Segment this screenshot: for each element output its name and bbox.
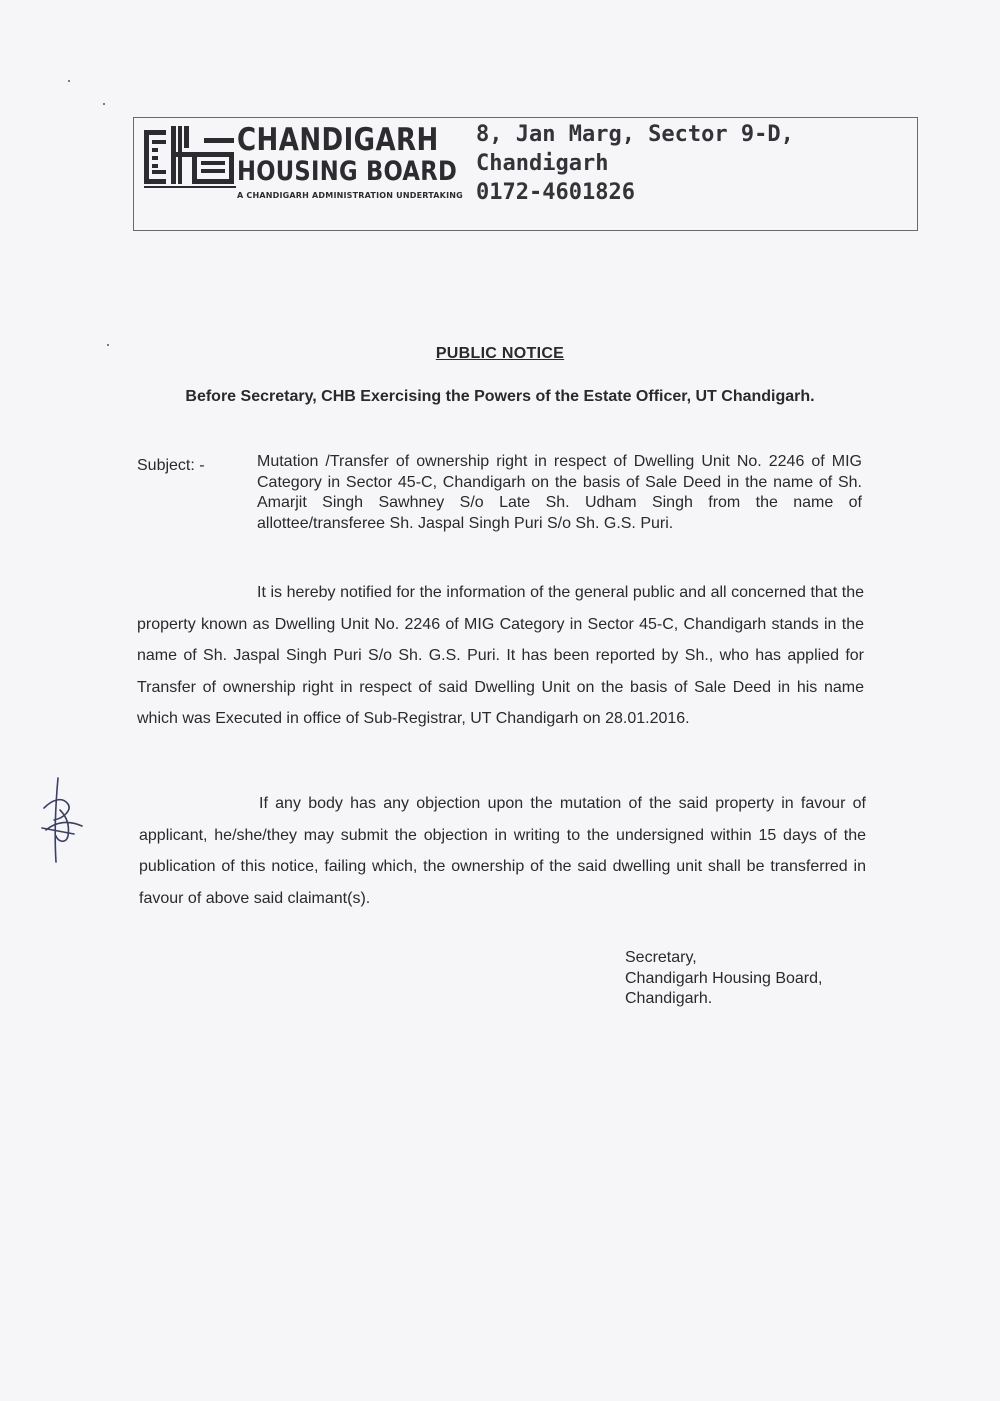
scan-speck — [103, 103, 105, 105]
subject-label: Subject: - — [137, 457, 205, 474]
paragraph-2-text: If any body has any objection upon the mutation of the said property in favour of applicant, he/she/they may submit the objection in writing to the undersigned within 15 days of the publication of this notice, failing which, the ownership of the said dwelling unit shall be transferred in favour of above said claimant(s). — [139, 795, 866, 907]
address-line2: Chandigarh — [476, 151, 609, 176]
signoff-title: Secretary, — [625, 949, 697, 966]
authority-heading: Before Secretary, CHB Exercising the Powers of the Estate Officer, UT Chandigarh. — [185, 388, 815, 405]
subject-text: Mutation /Transfer of ownership right in respect of Dwelling Unit No. 2246 of MIG Category in Sector 45-C, Chandigarh on the basis of Sale Deed in the name of Sh. Amarjit Singh Sawhney S/o Late Sh. Udham Singh from the name of allottee/transferee Sh. Jaspal Singh Puri S/o Sh. G.S. Puri. — [257, 453, 862, 532]
org-name-line2: HOUSING BOARD — [237, 156, 458, 187]
notice-title: PUBLIC NOTICE — [435, 345, 565, 362]
handwritten-signature — [38, 770, 88, 870]
signoff-organization: Chandigarh Housing Board, — [625, 969, 823, 987]
signoff-city: Chandigarh. — [625, 990, 713, 1007]
address-line1: 8, Jan Marg, Sector 9-D, — [476, 122, 794, 147]
org-name-line1: CHANDIGARH — [237, 122, 439, 158]
notice-paragraph-1 — [137, 577, 864, 735]
phone-number: 0172-4601826 — [476, 180, 635, 205]
signoff-block — [625, 948, 822, 1010]
chb-logo-icon — [144, 126, 236, 188]
org-address — [476, 120, 794, 207]
letterhead — [133, 117, 918, 231]
org-tagline: A CHANDIGARH ADMINISTRATION UNDERTAKING — [237, 191, 463, 200]
notice-paragraph-2 — [139, 788, 866, 914]
scan-speck — [68, 80, 70, 82]
paragraph-1-text: It is hereby notified for the information of the general public and all concerned that the property known as Dwelling Unit No. 2246 of MIG Category in Sector 45-C, Chandigarh stands in the name of Sh. Jaspal Singh Puri S/o Sh. G.S. Puri. It has been reported by Sh., who has applied for Transfer of ownership right in respect of said Dwelling Unit on the basis of Sale Deed in his name which was Executed in office of Sub-Registrar, UT Chandigarh on 28.01.2016. — [137, 584, 864, 727]
